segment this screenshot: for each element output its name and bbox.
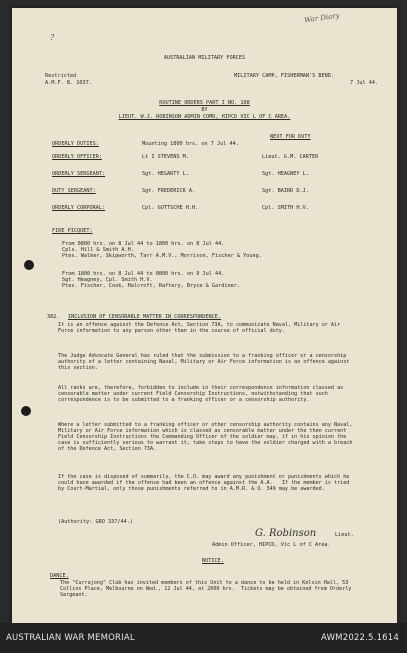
document-date: 7 Jul 44.: [350, 80, 379, 86]
document-heading: AUSTRALIAN MILITARY FORCES: [163, 55, 246, 61]
paragraph-4: Where a letter submitted to a franking officer or other censorship authority contains any Naval, Military or Air Force information which is classed as censorable matter under the then current Field Censorship Instructions the Commanding Officer of the soldier may, if in his opinion the case is sufficiently serious to warrant it, take steps to have the soldier charged with a breach of the Defence Act, Section 73A.: [58, 422, 356, 453]
paragraph-2: The Judge Advocate General has ruled that the submission to a franking officer or a censorship authority of a letter containing Naval, Military or Air Force information is an offence against this section.: [58, 353, 353, 372]
fire-picquet-heading: FIRE PICQUET:: [52, 228, 93, 234]
fire-picquet-shift-1: From 0800 hrs. on 8 Jul 44 to 1800 hrs. on 8 Jul 44. Cpls. Hill & Smith A.H. Ptes. Walker, Skipworth, Tarr A.M.V., Morrison, Fischer & Young.: [62, 241, 262, 259]
signature-title: Admin Officer, HIPCD, Vic L of C Area.: [212, 542, 331, 548]
duty-next: Cpl. SMITH H.V.: [262, 205, 309, 211]
duty-label: DUTY SERGEANT:: [52, 188, 96, 194]
duty-current: Cpl. GOTTSCHE H.H.: [142, 205, 199, 211]
paragraph-1: It is an offence against the Defence Act, Section 73A, to communicate Naval, Military or Air Force information to any person other than in the course of official duty.: [58, 322, 344, 335]
camp-name: MILITARY CAMP, FISHERMAN'S BEND.: [234, 73, 334, 79]
archive-reference: AWM2022.5.1614: [321, 633, 399, 643]
dance-notice: The "Currajong" Club has invited members of this Unit to a dance to be held in Kelvin Hall, 53 Collins Place, Melbourne on Wed., 12 Jul 44, at 2000 hrs. Tickets may be obtained from Orderly Sergeant.: [60, 580, 355, 599]
duty-next: Sgt. BAIRD D.J.: [262, 188, 309, 194]
restricted-label: Restricted: [45, 73, 77, 79]
orders-by: BY: [201, 107, 208, 113]
punch-hole: [24, 260, 34, 270]
duty-label: ORDERLY SERGEANT:: [52, 171, 106, 177]
dance-heading: DANCE.: [50, 573, 69, 579]
authority-reference: (Authority: GRO 337/44.): [58, 519, 133, 525]
handwritten-note: War Diary: [303, 11, 341, 25]
duty-current: Mounting 1800 hrs. on 7 Jul 44.: [142, 141, 239, 147]
duty-label: ORDERLY DUTIES:: [52, 141, 99, 147]
paragraph-5: If the case is disposed of summarily, the C.O. may award any punishment or punishments which he could have awarded if the offence had been an offence against the A.A. If the member is tried by Court-Martial, only those punishments referred to in A.M.R. & O. 349 may be awarded.: [58, 474, 353, 493]
signature: G. Robinson: [255, 528, 317, 539]
archive-name: AUSTRALIAN WAR MEMORIAL: [6, 633, 135, 643]
paragraph-heading: INCLUSION OF CENSORABLE MATTER IN CORRESPONDENCE.: [68, 314, 222, 320]
commanding-officer: LIEUT. W.J. ROBINSON ADMIN COMD, HIPCD VIC L OF C AREA.: [118, 114, 291, 120]
signature-rank: Lieut.: [335, 532, 354, 538]
notice-heading: NOTICE.: [202, 558, 224, 564]
duty-current: Lt I STEVENS M.: [142, 154, 189, 160]
orders-title: ROUTINE ORDERS PART I NO. 108: [159, 100, 250, 106]
paragraph-3: All ranks are, therefore, forbidden to include in their correspondence information classed as censorable matter under current Field Censorship Instructions, notwithstanding that such correspondence is to be submitted to a franking officer or a censorship authority.: [58, 385, 347, 404]
duty-next: Lieut. G.M. CARTER: [262, 154, 319, 160]
duty-current: Sgt. HEGARTY L.: [142, 171, 189, 177]
handwritten-mark: ?: [50, 33, 55, 42]
form-reference: A.M.F. B. 1037.: [45, 80, 92, 86]
duty-next: Sgt. HEAGNEY L.: [262, 171, 309, 177]
duty-label: ORDERLY CORPORAL:: [52, 205, 106, 211]
archive-footer: [0, 623, 407, 653]
punch-hole: [21, 406, 31, 416]
duty-current: Sgt. FREDERICK A.: [142, 188, 196, 194]
duty-label: ORDERLY OFFICER:: [52, 154, 102, 160]
paragraph-number: 382.: [47, 314, 60, 320]
next-for-duty-header: NEXT FOR DUTY: [270, 134, 311, 140]
document-page: [12, 8, 397, 623]
fire-picquet-shift-2: From 1800 hrs. on 8 Jul 44 to 0800 hrs. on 9 Jul 44. Sgt. Heagney, Cpl. Smith H.V. Ptes. Fischer, Cook, Halcroft, Raftery, Bryce & Gardiner.: [62, 271, 241, 289]
